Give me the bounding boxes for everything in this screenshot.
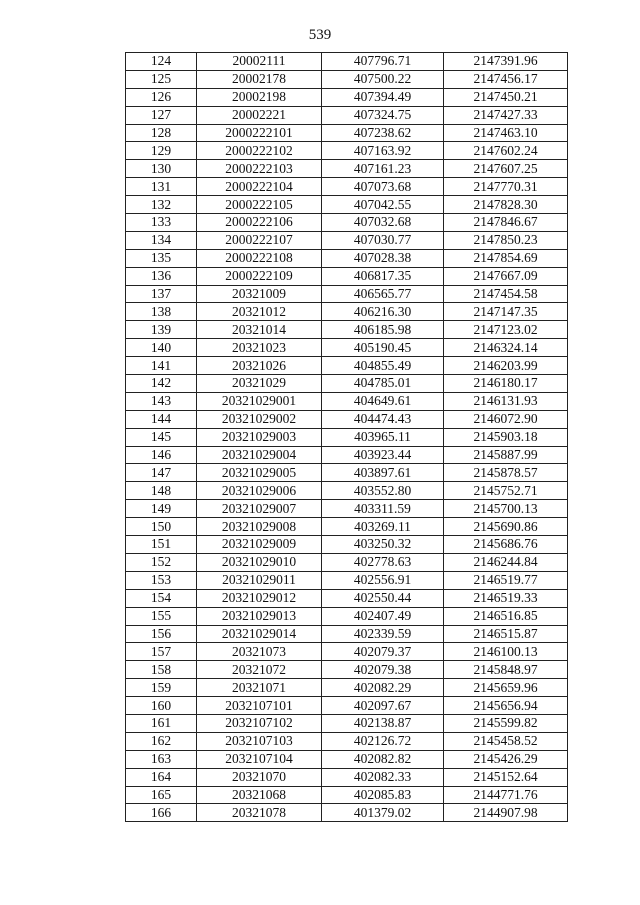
x-coordinate-cell: 403965.11 [322, 428, 444, 446]
table-row [126, 303, 568, 321]
point-id-cell: 20321029003 [197, 428, 322, 446]
point-id-cell: 20321029 [197, 375, 322, 393]
y-coordinate-cell: 2147667.09 [444, 267, 568, 285]
row-number-cell: 131 [126, 178, 197, 196]
row-number-cell: 166 [126, 804, 197, 822]
row-number-cell: 127 [126, 106, 197, 124]
point-id-cell: 20002111 [197, 53, 322, 71]
row-number-cell: 125 [126, 70, 197, 88]
y-coordinate-cell: 2147123.02 [444, 321, 568, 339]
row-number-cell: 150 [126, 518, 197, 536]
x-coordinate-cell: 406817.35 [322, 267, 444, 285]
table-row [126, 750, 568, 768]
x-coordinate-cell: 407030.77 [322, 231, 444, 249]
y-coordinate-cell: 2145878.57 [444, 464, 568, 482]
y-coordinate-cell: 2146100.13 [444, 643, 568, 661]
row-number-cell: 130 [126, 160, 197, 178]
row-number-cell: 149 [126, 500, 197, 518]
row-number-cell: 151 [126, 536, 197, 554]
point-id-cell: 20321073 [197, 643, 322, 661]
x-coordinate-cell: 404855.49 [322, 357, 444, 375]
x-coordinate-cell: 406216.30 [322, 303, 444, 321]
point-id-cell: 2032107101 [197, 697, 322, 715]
row-number-cell: 135 [126, 249, 197, 267]
point-id-cell: 20321029008 [197, 518, 322, 536]
y-coordinate-cell: 2145690.86 [444, 518, 568, 536]
x-coordinate-cell: 402138.87 [322, 714, 444, 732]
table-row [126, 428, 568, 446]
table-row [126, 625, 568, 643]
point-id-cell: 20321029005 [197, 464, 322, 482]
row-number-cell: 132 [126, 196, 197, 214]
row-number-cell: 128 [126, 124, 197, 142]
y-coordinate-cell: 2145458.52 [444, 732, 568, 750]
row-number-cell: 124 [126, 53, 197, 71]
y-coordinate-cell: 2145152.64 [444, 768, 568, 786]
x-coordinate-cell: 407161.23 [322, 160, 444, 178]
table-row [126, 464, 568, 482]
x-coordinate-cell: 402079.37 [322, 643, 444, 661]
table-row [126, 160, 568, 178]
x-coordinate-cell: 406565.77 [322, 285, 444, 303]
row-number-cell: 144 [126, 410, 197, 428]
y-coordinate-cell: 2145700.13 [444, 500, 568, 518]
y-coordinate-cell: 2147456.17 [444, 70, 568, 88]
table-row [126, 339, 568, 357]
row-number-cell: 141 [126, 357, 197, 375]
x-coordinate-cell: 402082.82 [322, 750, 444, 768]
row-number-cell: 163 [126, 750, 197, 768]
table-row [126, 482, 568, 500]
table-row [126, 142, 568, 160]
y-coordinate-cell: 2146519.33 [444, 589, 568, 607]
row-number-cell: 154 [126, 589, 197, 607]
point-id-cell: 20321068 [197, 786, 322, 804]
table-row [126, 607, 568, 625]
x-coordinate-cell: 404474.43 [322, 410, 444, 428]
table-row [126, 70, 568, 88]
table-row [126, 553, 568, 571]
row-number-cell: 129 [126, 142, 197, 160]
table-row [126, 88, 568, 106]
row-number-cell: 153 [126, 571, 197, 589]
x-coordinate-cell: 406185.98 [322, 321, 444, 339]
table-row [126, 804, 568, 822]
point-id-cell: 20321029006 [197, 482, 322, 500]
row-number-cell: 165 [126, 786, 197, 804]
x-coordinate-cell: 407028.38 [322, 249, 444, 267]
coordinates-table-body [126, 53, 568, 822]
table-row [126, 732, 568, 750]
row-number-cell: 159 [126, 679, 197, 697]
point-id-cell: 20321029002 [197, 410, 322, 428]
y-coordinate-cell: 2146515.87 [444, 625, 568, 643]
point-id-cell: 2000222104 [197, 178, 322, 196]
table-row [126, 321, 568, 339]
x-coordinate-cell: 407042.55 [322, 196, 444, 214]
point-id-cell: 2032107102 [197, 714, 322, 732]
row-number-cell: 138 [126, 303, 197, 321]
row-number-cell: 157 [126, 643, 197, 661]
point-id-cell: 2032107104 [197, 750, 322, 768]
y-coordinate-cell: 2146324.14 [444, 339, 568, 357]
table-row [126, 518, 568, 536]
table-row [126, 392, 568, 410]
row-number-cell: 147 [126, 464, 197, 482]
row-number-cell: 146 [126, 446, 197, 464]
table-row [126, 571, 568, 589]
row-number-cell: 137 [126, 285, 197, 303]
point-id-cell: 20321029001 [197, 392, 322, 410]
table-row [126, 697, 568, 715]
x-coordinate-cell: 404785.01 [322, 375, 444, 393]
table-row [126, 410, 568, 428]
point-id-cell: 20321071 [197, 679, 322, 697]
y-coordinate-cell: 2145887.99 [444, 446, 568, 464]
table-row [126, 214, 568, 232]
y-coordinate-cell: 2147147.35 [444, 303, 568, 321]
point-id-cell: 20321070 [197, 768, 322, 786]
y-coordinate-cell: 2147846.67 [444, 214, 568, 232]
table-row [126, 679, 568, 697]
y-coordinate-cell: 2147427.33 [444, 106, 568, 124]
y-coordinate-cell: 2145752.71 [444, 482, 568, 500]
point-id-cell: 20002198 [197, 88, 322, 106]
x-coordinate-cell: 402097.67 [322, 697, 444, 715]
point-id-cell: 20321029013 [197, 607, 322, 625]
x-coordinate-cell: 403250.32 [322, 536, 444, 554]
point-id-cell: 2000222102 [197, 142, 322, 160]
x-coordinate-cell: 404649.61 [322, 392, 444, 410]
y-coordinate-cell: 2145656.94 [444, 697, 568, 715]
point-id-cell: 20321012 [197, 303, 322, 321]
x-coordinate-cell: 403269.11 [322, 518, 444, 536]
x-coordinate-cell: 402082.33 [322, 768, 444, 786]
y-coordinate-cell: 2147463.10 [444, 124, 568, 142]
x-coordinate-cell: 407500.22 [322, 70, 444, 88]
x-coordinate-cell: 402550.44 [322, 589, 444, 607]
table-row [126, 536, 568, 554]
y-coordinate-cell: 2145426.29 [444, 750, 568, 768]
row-number-cell: 134 [126, 231, 197, 249]
table-row [126, 589, 568, 607]
x-coordinate-cell: 401379.02 [322, 804, 444, 822]
y-coordinate-cell: 2147454.58 [444, 285, 568, 303]
point-id-cell: 2032107103 [197, 732, 322, 750]
y-coordinate-cell: 2145659.96 [444, 679, 568, 697]
x-coordinate-cell: 403311.59 [322, 500, 444, 518]
y-coordinate-cell: 2147607.25 [444, 160, 568, 178]
row-number-cell: 158 [126, 661, 197, 679]
y-coordinate-cell: 2147854.69 [444, 249, 568, 267]
point-id-cell: 2000222103 [197, 160, 322, 178]
row-number-cell: 162 [126, 732, 197, 750]
table-row [126, 267, 568, 285]
table-row [126, 124, 568, 142]
x-coordinate-cell: 402778.63 [322, 553, 444, 571]
y-coordinate-cell: 2145599.82 [444, 714, 568, 732]
x-coordinate-cell: 407073.68 [322, 178, 444, 196]
point-id-cell: 20321072 [197, 661, 322, 679]
page-number: 539 [308, 27, 332, 43]
y-coordinate-cell: 2146203.99 [444, 357, 568, 375]
point-id-cell: 20321029011 [197, 571, 322, 589]
y-coordinate-cell: 2147391.96 [444, 53, 568, 71]
point-id-cell: 2000222109 [197, 267, 322, 285]
y-coordinate-cell: 2144907.98 [444, 804, 568, 822]
point-id-cell: 20321023 [197, 339, 322, 357]
y-coordinate-cell: 2146131.93 [444, 392, 568, 410]
table-row [126, 768, 568, 786]
table-row [126, 786, 568, 804]
x-coordinate-cell: 402085.83 [322, 786, 444, 804]
point-id-cell: 2000222108 [197, 249, 322, 267]
row-number-cell: 156 [126, 625, 197, 643]
row-number-cell: 143 [126, 392, 197, 410]
point-id-cell: 20321078 [197, 804, 322, 822]
y-coordinate-cell: 2146516.85 [444, 607, 568, 625]
row-number-cell: 152 [126, 553, 197, 571]
y-coordinate-cell: 2147850.23 [444, 231, 568, 249]
coordinates-table [125, 52, 568, 822]
y-coordinate-cell: 2146072.90 [444, 410, 568, 428]
row-number-cell: 160 [126, 697, 197, 715]
y-coordinate-cell: 2145686.76 [444, 536, 568, 554]
row-number-cell: 164 [126, 768, 197, 786]
table-row [126, 285, 568, 303]
table-row [126, 375, 568, 393]
table-row [126, 357, 568, 375]
row-number-cell: 136 [126, 267, 197, 285]
point-id-cell: 20321029004 [197, 446, 322, 464]
y-coordinate-cell: 2147450.21 [444, 88, 568, 106]
table-row [126, 196, 568, 214]
y-coordinate-cell: 2144771.76 [444, 786, 568, 804]
x-coordinate-cell: 402407.49 [322, 607, 444, 625]
point-id-cell: 2000222107 [197, 231, 322, 249]
row-number-cell: 155 [126, 607, 197, 625]
y-coordinate-cell: 2145848.97 [444, 661, 568, 679]
table-row [126, 500, 568, 518]
point-id-cell: 20321029012 [197, 589, 322, 607]
x-coordinate-cell: 405190.45 [322, 339, 444, 357]
y-coordinate-cell: 2147770.31 [444, 178, 568, 196]
x-coordinate-cell: 402126.72 [322, 732, 444, 750]
table-row [126, 231, 568, 249]
row-number-cell: 142 [126, 375, 197, 393]
x-coordinate-cell: 403552.80 [322, 482, 444, 500]
point-id-cell: 20321009 [197, 285, 322, 303]
x-coordinate-cell: 407032.68 [322, 214, 444, 232]
x-coordinate-cell: 407796.71 [322, 53, 444, 71]
point-id-cell: 2000222101 [197, 124, 322, 142]
point-id-cell: 20321026 [197, 357, 322, 375]
y-coordinate-cell: 2146519.77 [444, 571, 568, 589]
x-coordinate-cell: 407324.75 [322, 106, 444, 124]
row-number-cell: 133 [126, 214, 197, 232]
x-coordinate-cell: 402079.38 [322, 661, 444, 679]
y-coordinate-cell: 2146244.84 [444, 553, 568, 571]
row-number-cell: 161 [126, 714, 197, 732]
point-id-cell: 20002178 [197, 70, 322, 88]
y-coordinate-cell: 2147602.24 [444, 142, 568, 160]
point-id-cell: 20321029010 [197, 553, 322, 571]
row-number-cell: 126 [126, 88, 197, 106]
x-coordinate-cell: 403923.44 [322, 446, 444, 464]
table-row [126, 53, 568, 71]
table-row [126, 446, 568, 464]
y-coordinate-cell: 2147828.30 [444, 196, 568, 214]
table-row [126, 106, 568, 124]
y-coordinate-cell: 2146180.17 [444, 375, 568, 393]
x-coordinate-cell: 407163.92 [322, 142, 444, 160]
x-coordinate-cell: 403897.61 [322, 464, 444, 482]
x-coordinate-cell: 407238.62 [322, 124, 444, 142]
table-row [126, 661, 568, 679]
point-id-cell: 20321029007 [197, 500, 322, 518]
point-id-cell: 20321029009 [197, 536, 322, 554]
point-id-cell: 20321014 [197, 321, 322, 339]
point-id-cell: 2000222106 [197, 214, 322, 232]
point-id-cell: 20321029014 [197, 625, 322, 643]
x-coordinate-cell: 402339.59 [322, 625, 444, 643]
table-row [126, 178, 568, 196]
point-id-cell: 20002221 [197, 106, 322, 124]
row-number-cell: 139 [126, 321, 197, 339]
table-row [126, 643, 568, 661]
x-coordinate-cell: 402556.91 [322, 571, 444, 589]
x-coordinate-cell: 407394.49 [322, 88, 444, 106]
table-row [126, 249, 568, 267]
table-row [126, 714, 568, 732]
point-id-cell: 2000222105 [197, 196, 322, 214]
x-coordinate-cell: 402082.29 [322, 679, 444, 697]
row-number-cell: 140 [126, 339, 197, 357]
row-number-cell: 145 [126, 428, 197, 446]
row-number-cell: 148 [126, 482, 197, 500]
y-coordinate-cell: 2145903.18 [444, 428, 568, 446]
